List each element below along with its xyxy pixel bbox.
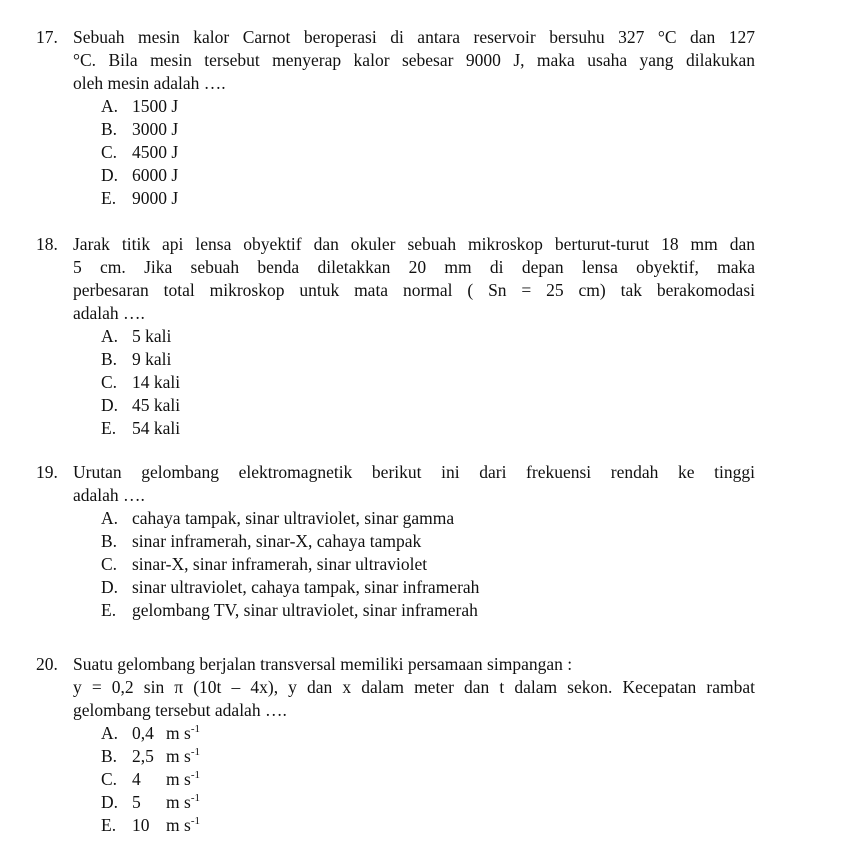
option-letter: A. (101, 508, 119, 528)
option-text: sinar-X, sinar inframerah, sinar ultraviolet (132, 554, 428, 574)
option-d (101, 791, 756, 814)
option-text: 4500 J (132, 142, 179, 162)
option-letter: B. (101, 349, 118, 369)
question-text: Suatu gelombang berjalan transversal memiliki persamaan simpangan : (73, 654, 573, 674)
option-text: 9000 J (132, 188, 179, 208)
option-b (101, 530, 756, 553)
option-text: sinar inframerah, sinar-X, cahaya tampak (132, 531, 422, 551)
option-d (101, 394, 756, 417)
question-number: 19. (36, 462, 58, 482)
question-19 (36, 461, 756, 622)
option-a (101, 722, 756, 745)
question-20 (36, 653, 756, 837)
question-text: 5 cm. Jika sebuah benda diletakkan 20 mm di depan lensa obyektif, maka (73, 257, 755, 277)
unit: m s (166, 746, 191, 766)
option-letter: A. (101, 723, 119, 743)
option-letter: D. (101, 792, 119, 812)
option-letter: E. (101, 418, 117, 438)
unit: m s (166, 792, 191, 812)
option-value: 4 (132, 769, 141, 789)
option-text: 54 kali (132, 418, 181, 438)
option-a (101, 507, 756, 530)
option-letter: A. (101, 326, 119, 346)
option-d (101, 576, 756, 599)
option-a (101, 325, 756, 348)
unit: m s (166, 815, 191, 835)
question-18 (36, 233, 756, 440)
option-value: 5 (132, 792, 141, 812)
question-text: °C. Bila mesin tersebut menyerap kalor sebesar 9000 J, maka usaha yang dilakukan (73, 50, 755, 70)
option-b (101, 745, 756, 768)
question-text: y = 0,2 sin π (10t – 4x), y dan x dalam meter dan t dalam sekon. Kecepatan rambat (73, 677, 755, 697)
option-text: 45 kali (132, 395, 181, 415)
option-b (101, 348, 756, 371)
option-text: 5 kali (132, 326, 172, 346)
option-letter: C. (101, 142, 118, 162)
unit: m s (166, 769, 191, 789)
option-letter: D. (101, 395, 119, 415)
question-text: perbesaran total mikroskop untuk mata normal ( Sn = 25 cm) tak berakomodasi (73, 280, 755, 300)
question-17 (36, 26, 756, 210)
option-c (101, 141, 756, 164)
option-c (101, 553, 756, 576)
option-a (101, 95, 756, 118)
question-text: adalah …. (73, 485, 145, 505)
unit-exponent: -1 (190, 746, 200, 758)
option-value: 10 (132, 815, 150, 835)
option-letter: A. (101, 96, 119, 116)
question-number: 20. (36, 654, 58, 674)
option-value: 2,5 (132, 746, 154, 766)
option-text: 14 kali (132, 372, 181, 392)
option-text: sinar ultraviolet, cahaya tampak, sinar inframerah (132, 577, 480, 597)
option-letter: E. (101, 815, 117, 835)
unit-exponent: -1 (190, 723, 200, 735)
question-text: gelombang tersebut adalah …. (73, 700, 287, 720)
option-e (101, 187, 756, 210)
option-e (101, 417, 756, 440)
question-text: Urutan gelombang elektromagnetik berikut ini dari frekuensi rendah ke tinggi (73, 462, 755, 482)
option-letter: D. (101, 577, 119, 597)
option-letter: B. (101, 531, 118, 551)
unit: m s (166, 723, 191, 743)
unit-exponent: -1 (190, 792, 200, 804)
question-text: adalah …. (73, 303, 145, 323)
option-d (101, 164, 756, 187)
option-e (101, 814, 756, 837)
option-text: 9 kali (132, 349, 172, 369)
option-text: 3000 J (132, 119, 179, 139)
option-e (101, 599, 756, 622)
option-b (101, 118, 756, 141)
option-letter: C. (101, 372, 118, 392)
question-text: Jarak titik api lensa obyektif dan okuler sebuah mikroskop berturut-turut 18 mm dan (73, 234, 755, 254)
question-text: Sebuah mesin kalor Carnot beroperasi di antara reservoir bersuhu 327 °C dan 127 (73, 27, 755, 47)
question-number: 18. (36, 234, 58, 254)
question-number: 17. (36, 27, 58, 47)
option-letter: C. (101, 769, 118, 789)
option-letter: B. (101, 746, 118, 766)
option-text: cahaya tampak, sinar ultraviolet, sinar gamma (132, 508, 455, 528)
option-letter: C. (101, 554, 118, 574)
option-text: 1500 J (132, 96, 179, 116)
unit-exponent: -1 (190, 815, 200, 827)
option-letter: E. (101, 600, 117, 620)
option-letter: E. (101, 188, 117, 208)
option-letter: B. (101, 119, 118, 139)
option-c (101, 371, 756, 394)
option-value: 0,4 (132, 723, 154, 743)
option-c (101, 768, 756, 791)
question-text: oleh mesin adalah …. (73, 73, 226, 93)
option-text: 6000 J (132, 165, 179, 185)
option-letter: D. (101, 165, 119, 185)
unit-exponent: -1 (190, 769, 200, 781)
option-text: gelombang TV, sinar ultraviolet, sinar inframerah (132, 600, 478, 620)
